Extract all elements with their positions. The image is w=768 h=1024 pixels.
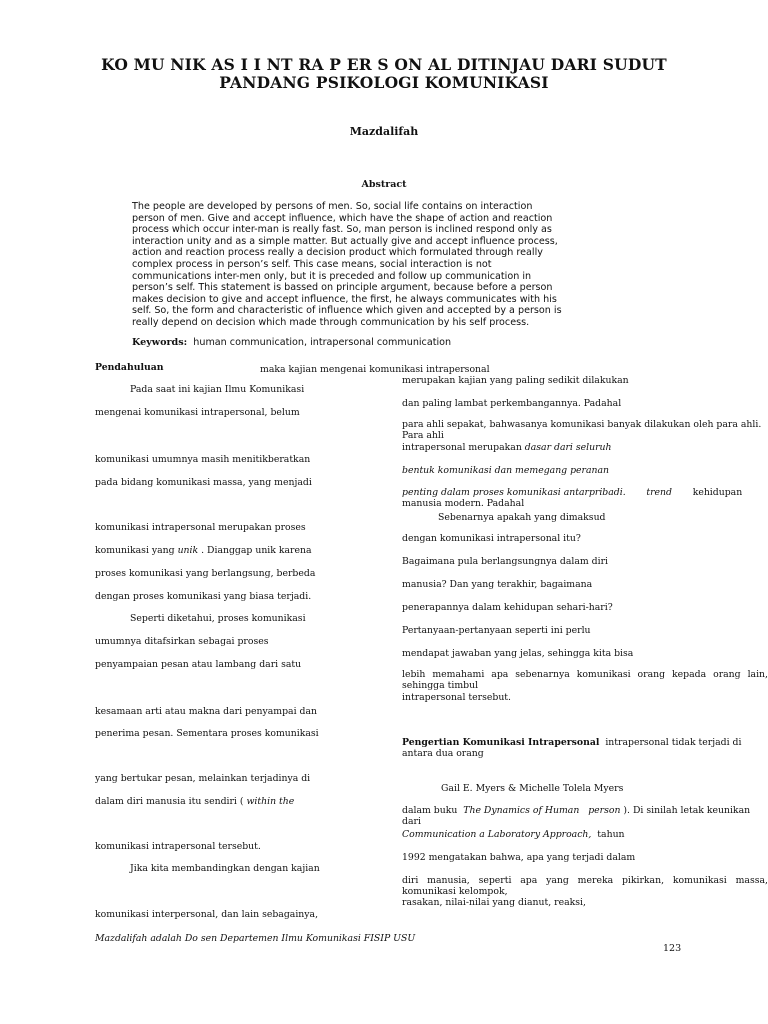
body-line: rasakan, nilai-nilai yang dianut, reaksi, [402,897,586,908]
body-line: mendapat jawaban yang jelas, sehingga kita bisa [402,648,634,659]
body-line: Pertanyaan-pertanyaan seperti ini perlu [402,625,591,636]
abstract-heading: Abstract [361,179,407,190]
body-line: penerapannya dalam kehidupan sehari-hari? [402,602,613,613]
abstract-line: really depend on decision which made through communication by his self process. [132,316,530,328]
abstract-line: process which occur inter-man is really fast. So, man person is inclined respond only as [132,224,552,236]
body-text: kehidupan manusia modern. Padahal [402,487,743,509]
paper-title-line-1: KO MU NIK AS I I NT RA P ER S ON AL DITINJAU DARI SUDUT [101,55,667,74]
abstract-line: person’s self. This statement is bassed on principle argument, because before a person [132,282,553,294]
body-text: intrapersonal tidak terjadi di antara dua orang [402,737,742,759]
abstract-line: interaction unity and as a simple matter. But actually give and accept influence process, [132,235,558,247]
abstract-line: action and reaction process really a decision product which formulated through really [132,247,543,259]
body-line: maka kajian mengenai komunikasi intrapersonal [260,364,490,375]
section-heading-text: Pengertian Komunikasi Intrapersonal [402,737,600,748]
body-text: . Dianggap unik karena [198,545,312,556]
section-heading-pendahuluan: Pendahuluan [95,362,164,373]
body-line: komunikasi umumnya masih menitikberatkan [95,454,311,465]
emphasis-text: unik [177,545,199,556]
body-line: Pada saat ini kajian Ilmu Komunikasi [130,384,305,395]
emphasis-text: Communication a Laboratory Approach, [402,829,592,840]
body-line: dan paling lambat perkembangannya. Padahal [402,398,622,409]
footnote-author-affiliation: Mazdalifah adalah Do sen Departemen Ilmu Komunikasi FISIP USU [95,933,416,944]
body-paragraph: para ahli sepakat, bahwasanya komunikasi banyak dilakukan oleh para ahli. Para ahli [402,419,762,441]
body-line: kesamaan arti atau makna dari penyampai dan [95,706,318,717]
emphasis-text: person [588,805,621,816]
section-heading-pengertian [402,738,768,759]
body-line: komunikasi intrapersonal tersebut. [95,841,261,852]
body-paragraph: diri manusia, seperti apa yang mereka pikirkan, komunikasi massa, komunikasi kelompok, [402,875,768,897]
body-line: Sebenarnya apakah yang dimaksud [438,512,606,523]
body-line [95,796,294,807]
body-paragraph [402,806,768,827]
body-line: komunikasi interpersonal, dan lain sebagainya, [95,909,319,920]
body-line: Seperti diketahui, proses komunikasi [130,613,306,624]
body-line: 1992 mengatakan bahwa, apa yang terjadi dalam [402,852,636,863]
body-line: proses komunikasi yang berlangsung, berbeda [95,568,316,579]
body-line: yang bertukar pesan, melainkan terjadinya di [95,773,311,784]
body-line: Bagaimana pula berlangsungnya dalam diri [402,556,609,567]
emphasis-text: dasar dari seluruh [524,442,612,453]
abstract-line: makes decision to give and accept influence, the first, he always communicates with his [132,293,557,305]
keywords [132,337,451,348]
body-line: penyampaian pesan atau lambang dari satu [95,659,302,670]
body-text: tahun [597,829,625,840]
body-line [402,829,625,840]
emphasis-text: trend [646,487,672,498]
emphasis-text: penting dalam proses komunikasi antarpribadi. [402,487,626,498]
body-text: komunikasi yang [95,545,178,556]
body-text: dalam diri manusia itu sendiri ( [95,796,247,807]
body-text: ). Di sinilah letak keunikan dari [402,805,751,827]
body-paragraph [402,488,768,509]
body-line: Jika kita membandingkan dengan kajian [130,863,320,874]
keywords-value: human communication, intrapersonal communication [193,337,452,348]
keywords-label: Keywords: [132,337,188,348]
abstract-line: self. So, the form and characteristic of influence which given and accepted by a person is [132,305,562,317]
body-line: penerima pesan. Sementara proses komunikasi [95,728,319,739]
body-line: dengan proses komunikasi yang biasa terjadi. [95,591,312,602]
body-line: dengan komunikasi intrapersonal itu? [402,533,581,544]
body-line [95,545,312,556]
body-line: intrapersonal tersebut. [402,692,511,703]
body-line: umumnya ditafsirkan sebagai proses [95,636,269,647]
body-line: merupakan kajian yang paling sedikit dilakukan [402,375,629,386]
body-text: intrapersonal merupakan [402,442,525,453]
abstract-line: person of men. Give and accept influence, which have the shape of action and reaction [132,212,553,224]
abstract-line: communications inter-men only, but it is preceded and follow up communication in [132,270,532,282]
abstract-line: The people are developed by persons of men. So, social life contains on interaction [132,201,533,212]
author-name: Mazdalifah [349,125,419,138]
paper-title-line-2: PANDANG PSIKOLOGI KOMUNIKASI [219,73,549,92]
emphasis-text: The Dynamics of Human [463,805,580,816]
emphasis-text: within the [246,796,295,807]
body-text: dalam buku [402,805,461,816]
abstract-body [132,201,587,329]
abstract-line: complex process in person’s self. This case means, social interaction is not [132,258,492,270]
page-number: 123 [663,943,682,954]
body-line: Gail E. Myers & Michelle Tolela Myers [441,783,624,794]
body-line: mengenai komunikasi intrapersonal, belum [95,407,300,418]
body-paragraph: lebih memahami apa sebenarnya komunikasi orang kepada orang lain, sehingga timbul [402,669,768,691]
body-line: bentuk komunikasi dan memegang peranan [402,465,610,476]
body-line: pada bidang komunikasi massa, yang menjadi [95,477,312,488]
body-line [402,442,612,453]
body-line: manusia? Dan yang terakhir, bagaimana [402,579,593,590]
body-line: komunikasi intrapersonal merupakan proses [95,522,306,533]
